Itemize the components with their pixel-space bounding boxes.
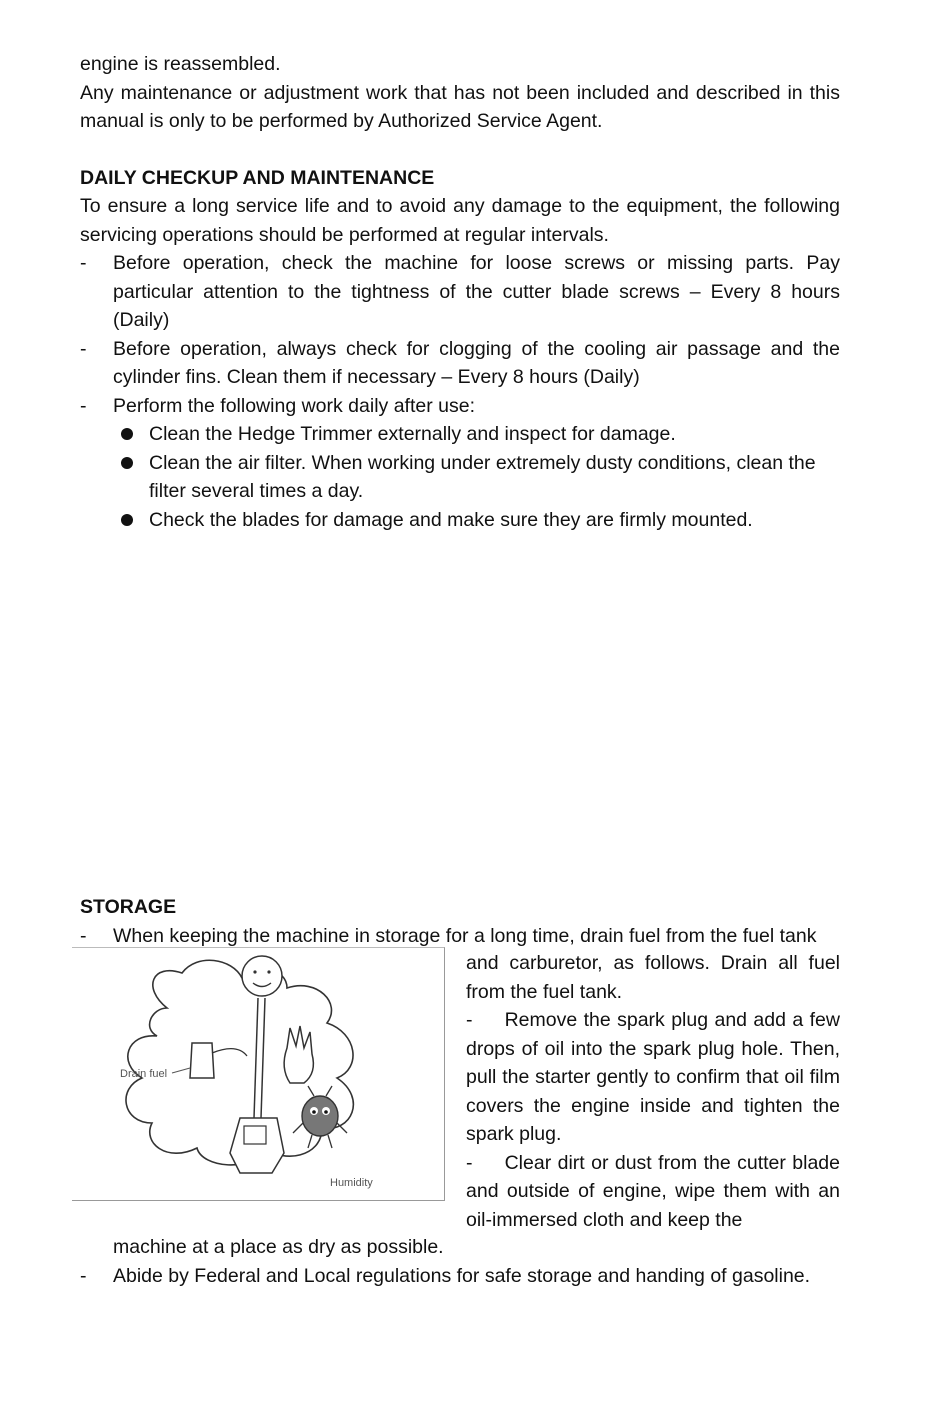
intro-paragraph: Any maintenance or adjustment work that has not been included and described in this manual is only to be performed by Authorized Service Agent.: [80, 81, 840, 132]
list-item: [80, 1262, 840, 1291]
daily-intro: To ensure a long service life and to avoid any damage to the equipment, the following servicing operations should be performed at regular intervals.: [80, 195, 840, 246]
dash-marker: -: [80, 1264, 87, 1287]
bullet-text: Check the blades for damage and make sure they are firmly mounted.: [149, 508, 753, 531]
list-item: [80, 392, 840, 421]
storage-section: [80, 893, 846, 1287]
list-item: [80, 249, 840, 335]
intro-line: engine is reassembled.: [80, 53, 281, 75]
dash-marker: -: [80, 394, 87, 417]
storage-illustration: [72, 947, 445, 1201]
list-item-text: When keeping the machine in storage for a long time, drain fuel from the fuel tank: [113, 924, 817, 947]
storage-text: and carburetor, as follows. Drain all fuel from the fuel tank.: [466, 952, 840, 1003]
humidity-label: Humidity: [330, 1177, 373, 1189]
storage-continuation-text: machine at a place as dry as possible.: [113, 1236, 444, 1258]
storage-right-column: [466, 949, 846, 1234]
list-item-text: Before operation, always check for clogging of the cooling air passage and the cylinder fins. Clean them if necessary – Every 8 hours (Daily): [113, 337, 840, 388]
storage-text: - Remove the spark plug and add a few drops of oil into the spark plug hole. Then, pull the starter gently to confirm that oil film covers the engine inside and tighten the spark plug.: [466, 1009, 846, 1145]
document-page: [80, 50, 840, 534]
storage-continuation: [80, 1233, 840, 1290]
bullet-item: [80, 506, 840, 535]
list-item-text: Before operation, check the machine for loose screws or missing parts. Pay particular attention to the tightness of the cutter blade screws – Every 8 hours (Daily): [113, 252, 840, 331]
bullet-item: [80, 420, 840, 449]
dash-marker: -: [80, 252, 87, 274]
storage-heading: STORAGE: [80, 896, 177, 918]
bullet-text: Clean the air filter. When working under extremely dusty conditions, clean the filter several times a day.: [149, 451, 816, 502]
list-item: [80, 335, 840, 392]
bullet-icon: [121, 457, 133, 469]
daily-heading: DAILY CHECKUP AND MAINTENANCE: [80, 166, 435, 189]
dash-marker: -: [80, 337, 87, 360]
bullet-item: [80, 449, 840, 506]
drain-fuel-label: Drain fuel: [120, 1068, 168, 1080]
list-item-text: Abide by Federal and Local regulations for safe storage and handing of gasoline.: [113, 1264, 811, 1287]
bullet-icon: [121, 514, 133, 526]
bullet-icon: [121, 428, 133, 440]
list-item-text: Perform the following work daily after use:: [113, 394, 475, 417]
list-item: [80, 922, 840, 951]
dash-marker: -: [80, 924, 87, 947]
storage-text: - Clear dirt or dust from the cutter blade and outside of engine, wipe them with an oil-immersed cloth and keep the: [466, 1151, 846, 1231]
storage-illustration-drawing: [72, 948, 444, 1200]
bullet-text: Clean the Hedge Trimmer externally and inspect for damage.: [149, 423, 676, 445]
